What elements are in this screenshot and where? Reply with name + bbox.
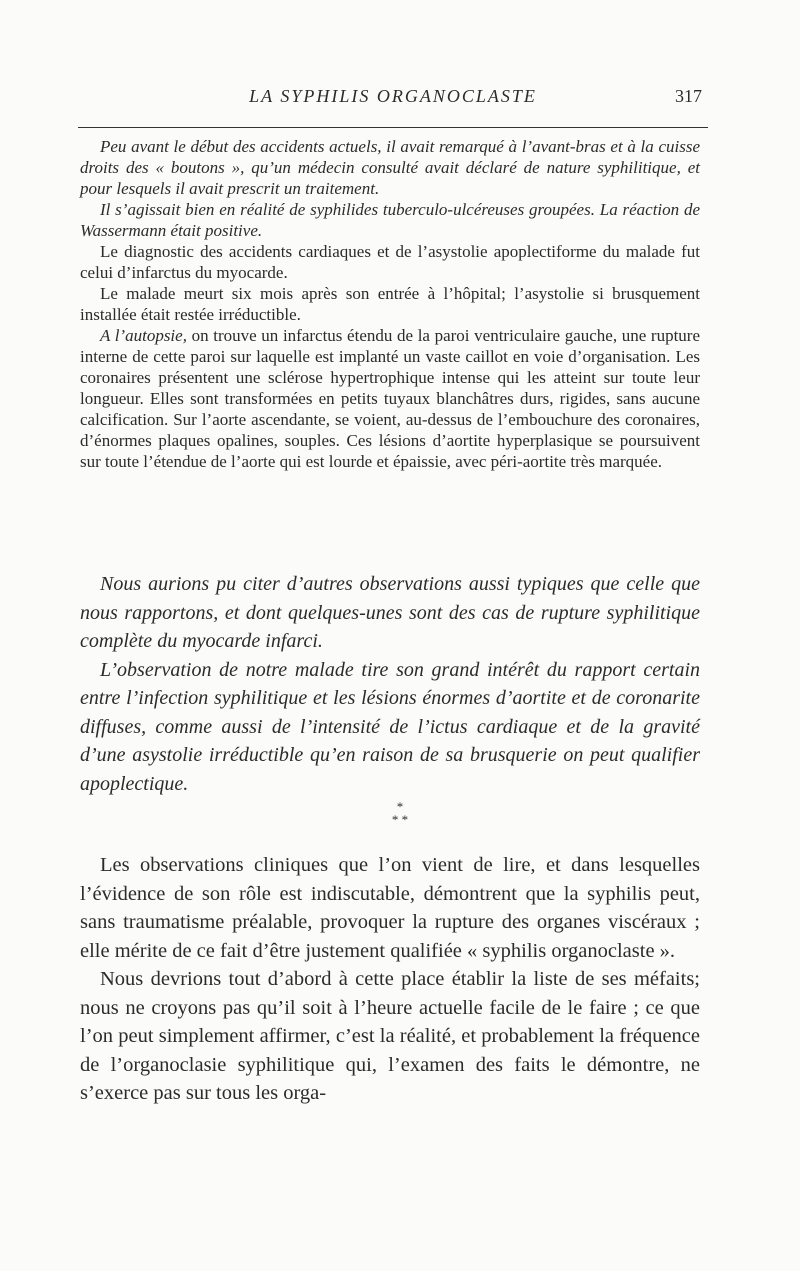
page-header — [78, 86, 708, 116]
case-paragraph-italic: Il s’agissait bien en réalité de syphilides tuberculo-ulcéreuses groupées. La réaction de Wassermann était positive. — [80, 200, 700, 240]
body-paragraph: Les observations cliniques que l’on vient de lire, et dans lesquelles l’évidence de son rôle est indiscutable, démontrent que la syphilis peut, sans traumatisme préalable, provoquer la rupture des organes viscéraux ; elle mérite de ce fait d’être justement qualifiée « syphilis organoclaste ». — [80, 854, 700, 962]
autopsy-lead: A l’autopsie, — [100, 326, 187, 345]
main-text — [80, 851, 700, 1108]
separator-bottom: * * — [391, 812, 409, 827]
case-paragraph: Le malade meurt six mois après son entrée à l’hôpital; l’asystolie si brusquement installée était restée irréductible. — [80, 284, 700, 324]
autopsy-text: on trouve un infarctus étendu de la paroi ventriculaire gauche, une rupture interne de cette paroi sur laquelle est implanté un vaste caillot en voie d’organisation. Les coronaires présentent une sclérose hypertrophique intense qui les atteint sur toute leur longueur. Elles sont transformées en petits tuyaux blanchâtres durs, rigides, sans aucune calcification. Sur l’aorte ascendante, se voient, au-dessus de l’embouchure des coronaires, d’énormes plaques opalines, souples. Ces lésions d’aortite hyperplasique se poursuivent sur toute l’étendue de l’aorte qui est lourde et épaissie, avec péri-aortite très marquée. — [80, 326, 700, 471]
case-report — [80, 136, 700, 472]
header-rule — [78, 127, 708, 128]
body-paragraph: Nous devrions tout d’abord à cette place établir la liste de ses méfaits; nous ne croyons pas qu’il soit à l’heure actuelle facile de le faire ; ce que l’on peut simplement affirmer, c’est la réalité, et probablement la fréquence de l’organoclasie syphilitique qui, l’examen des faits le démontre, ne s’exerce pas sur tous les orga- — [80, 968, 700, 1104]
commentary-paragraph: Nous aurions pu citer d’autres observations aussi typiques que celle que nous rapportons, et dont quelques-unes sont des cas de rupture syphilitique complète du myocarde infarci. — [80, 573, 700, 652]
case-paragraph-italic: Peu avant le début des accidents actuels, il avait remarqué à l’avant-bras et à la cuisse droits des « boutons », qu’un médecin consulté avait déclaré de nature syphilitique, et pour lesquels il avait prescrit un traitement. — [80, 137, 700, 198]
section-separator — [0, 800, 800, 826]
autopsy-paragraph — [80, 325, 700, 472]
commentary-paragraph: L’observation de notre malade tire son grand intérêt du rapport certain entre l’infection syphilitique et les lésions énormes d’aortite et de coronarite diffuses, comme aussi de l’intensité de l’ictus cardiaque et de la gravité d’une asystolie irréductible qu’en raison de sa brusquerie on peut qualifier apoplectique. — [80, 658, 700, 795]
separator-top: * — [396, 799, 404, 814]
running-title: LA SYPHILIS ORGANOCLASTE — [249, 86, 537, 106]
commentary — [80, 570, 700, 798]
case-paragraph: Le diagnostic des accidents cardiaques et de l’asystolie apoplectiforme du malade fut celui d’infarctus du myocarde. — [80, 242, 700, 282]
page-number: 317 — [675, 86, 702, 106]
